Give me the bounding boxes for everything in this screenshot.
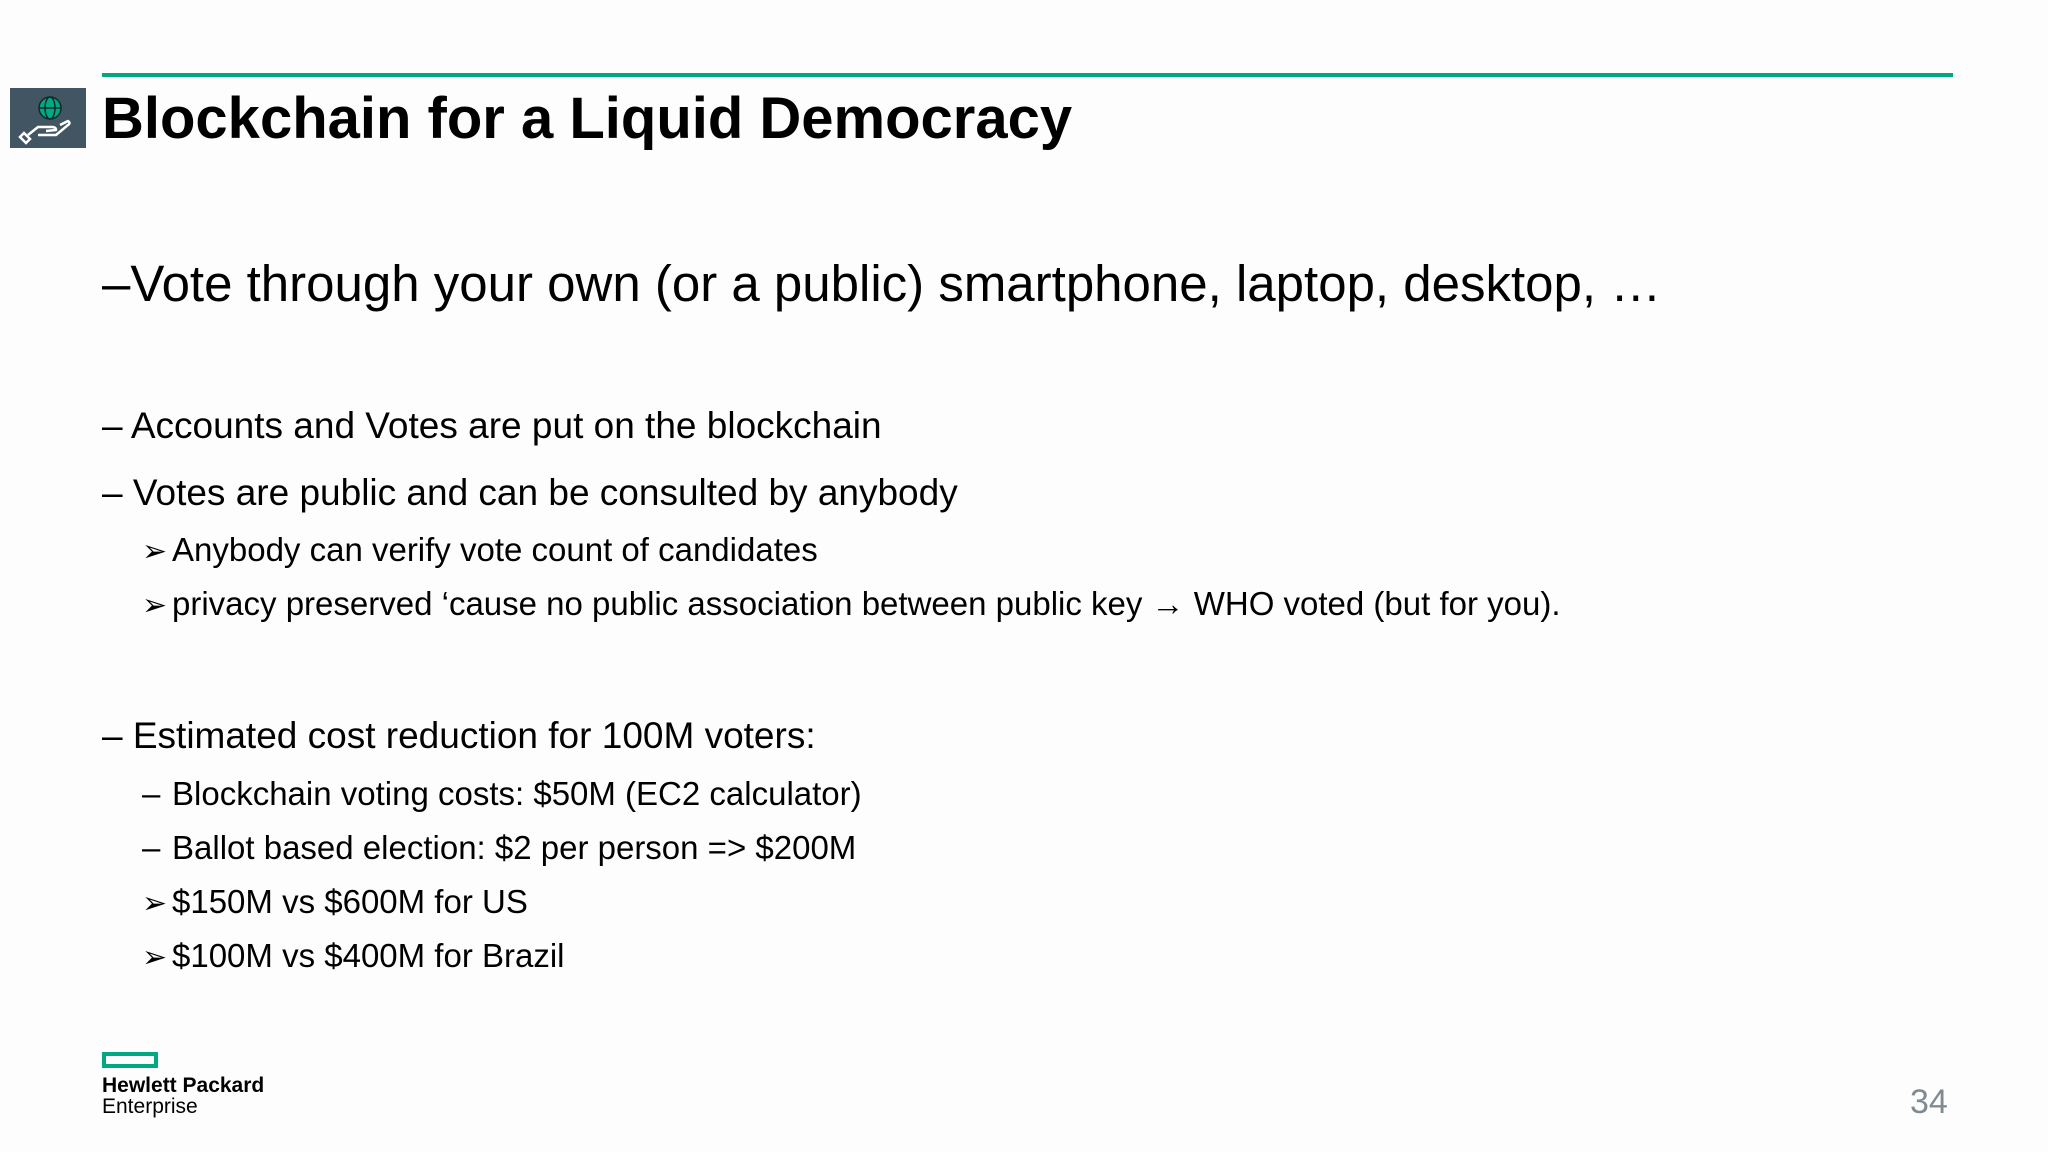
arrow-bullet-icon: ➢	[142, 887, 168, 920]
sub-bullet-blockchain-cost	[142, 774, 862, 814]
sub-bullet-ballot-cost	[142, 828, 856, 868]
sub-bullet-label: privacy preserved ‘cause no public association between public key → WHO voted (but for you).	[172, 585, 1561, 622]
sub-bullet-label: Ballot based election: $2 per person => $200M	[172, 829, 857, 866]
sub-bullet-privacy	[142, 584, 1561, 626]
sub-bullet-label: $150M vs $600M for US	[172, 883, 528, 920]
logo-line-2: Enterprise	[102, 1095, 198, 1118]
dash-bullet: –	[142, 829, 161, 866]
sub-bullet-verify	[142, 530, 818, 572]
sub-bullet-label: Anybody can verify vote count of candidates	[172, 531, 818, 568]
sub-bullet-label: $100M vs $400M for Brazil	[172, 937, 565, 974]
slide-title: Blockchain for a Liquid Democracy	[102, 86, 1073, 151]
bullet-cost-reduction: – Estimated cost reduction for 100M voters:	[102, 715, 816, 756]
page-number: 34	[1910, 1083, 1948, 1121]
hand-holding-globe-icon	[10, 88, 86, 148]
dash-bullet: –	[142, 775, 161, 812]
sub-bullet-brazil	[142, 936, 565, 978]
arrow-bullet-icon: ➢	[142, 589, 168, 622]
bullet-accounts-votes: – Accounts and Votes are put on the blockchain	[102, 405, 882, 446]
lead-bullet: –Vote through your own (or a public) smartphone, laptop, desktop, …	[102, 255, 1662, 312]
arrow-bullet-icon: ➢	[142, 535, 168, 568]
logo-line-1: Hewlett Packard	[102, 1074, 265, 1097]
sub-bullet-label: Blockchain voting costs: $50M (EC2 calculator)	[172, 775, 862, 812]
bullet-votes-public: – Votes are public and can be consulted by anybody	[102, 472, 958, 513]
arrow-bullet-icon: ➢	[142, 941, 168, 974]
sub-bullet-us	[142, 882, 528, 924]
hpe-logo-element	[102, 1052, 158, 1068]
title-underline	[102, 73, 1953, 77]
